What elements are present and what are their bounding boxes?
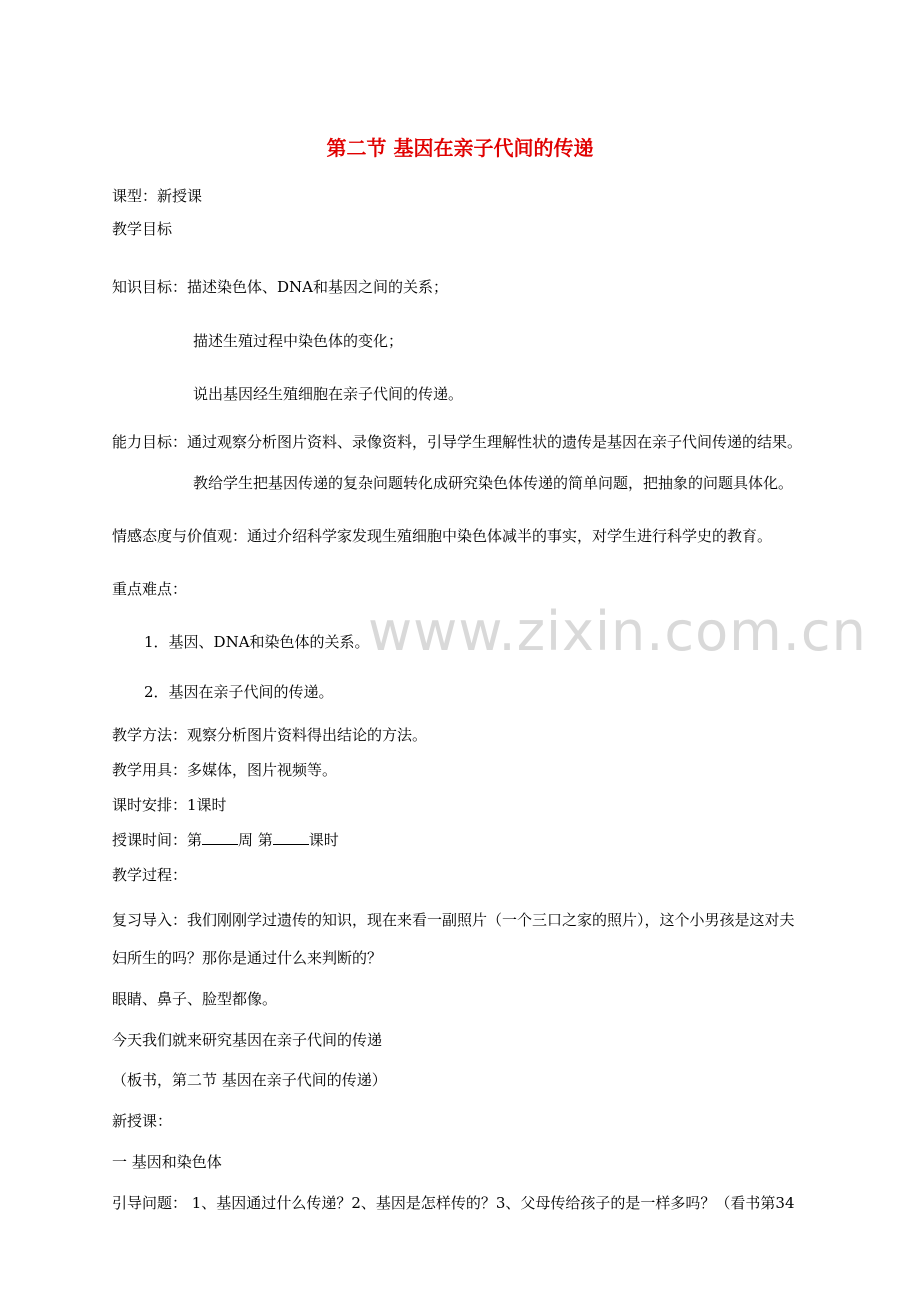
review-intro-continued: 妇所生的吗？那你是通过什么来判断的？	[112, 949, 383, 967]
period-blank[interactable]	[273, 830, 309, 845]
ability-objective-2: 教给学生把基因传递的复杂问题转化成研究染色体传递的简单问题，把抽象的问题具体化。	[193, 474, 794, 492]
guiding-questions: 引导问题： 1、基因通过什么传递？2、基因是怎样传的？3、父母传给孩子的是一样多吗？（看书第34	[112, 1194, 795, 1212]
key-point-1: 1．基因、DNA和染色体的关系。	[144, 633, 370, 651]
key-points-heading: 重点难点：	[112, 580, 188, 598]
board-note: （板书，第二节 基因在亲子代间的传递）	[112, 1071, 387, 1089]
knowledge-objective: 知识目标：描述染色体、DNA和基因之间的关系；	[112, 278, 448, 296]
review-intro: 复习导入：我们刚刚学过遗传的知识，现在来看一副照片（一个三口之家的照片），这个小男孩是这对夫	[112, 911, 795, 929]
week-blank[interactable]	[202, 830, 238, 845]
document-title: 第二节 基因在亲子代间的传递	[326, 136, 594, 160]
lesson-type: 课型：新授课	[112, 187, 203, 205]
subsection-heading: 一 基因和染色体	[112, 1153, 222, 1171]
attitude-objective: 情感态度与价值观：通过介绍科学家发现生殖细胞中染色体减半的事实，对学生进行科学史的教育。	[112, 527, 773, 545]
knowledge-objective-3: 说出基因经生殖细胞在亲子代间的传递。	[193, 385, 464, 403]
teaching-method: 教学方法：观察分析图片资料得出结论的方法。	[112, 726, 428, 744]
intro-statement: 今天我们就来研究基因在亲子代间的传递	[112, 1031, 383, 1049]
schedule-middle: 周 第	[238, 831, 273, 849]
teaching-tools: 教学用具：多媒体，图片视频等。	[112, 761, 338, 779]
schedule-suffix: 课时	[308, 831, 339, 849]
class-hours: 课时安排：1课时	[112, 796, 227, 814]
section-heading-objectives: 教学目标	[112, 220, 173, 238]
schedule-prefix: 授课时间：第	[112, 831, 203, 849]
watermark: www.zixin.com.cn	[368, 600, 867, 663]
key-point-2: 2．基因在亲子代间的传递。	[144, 683, 334, 701]
new-lesson-heading: 新授课：	[112, 1112, 173, 1130]
answer-line: 眼睛、鼻子、脸型都像。	[112, 990, 278, 1008]
ability-objective: 能力目标：通过观察分析图片资料、录像资料，引导学生理解性状的遗传是基因在亲子代间传递的结果。	[112, 433, 803, 451]
knowledge-objective-2: 描述生殖过程中染色体的变化；	[193, 332, 404, 350]
teaching-process-heading: 教学过程：	[112, 866, 188, 884]
class-schedule	[112, 830, 339, 850]
